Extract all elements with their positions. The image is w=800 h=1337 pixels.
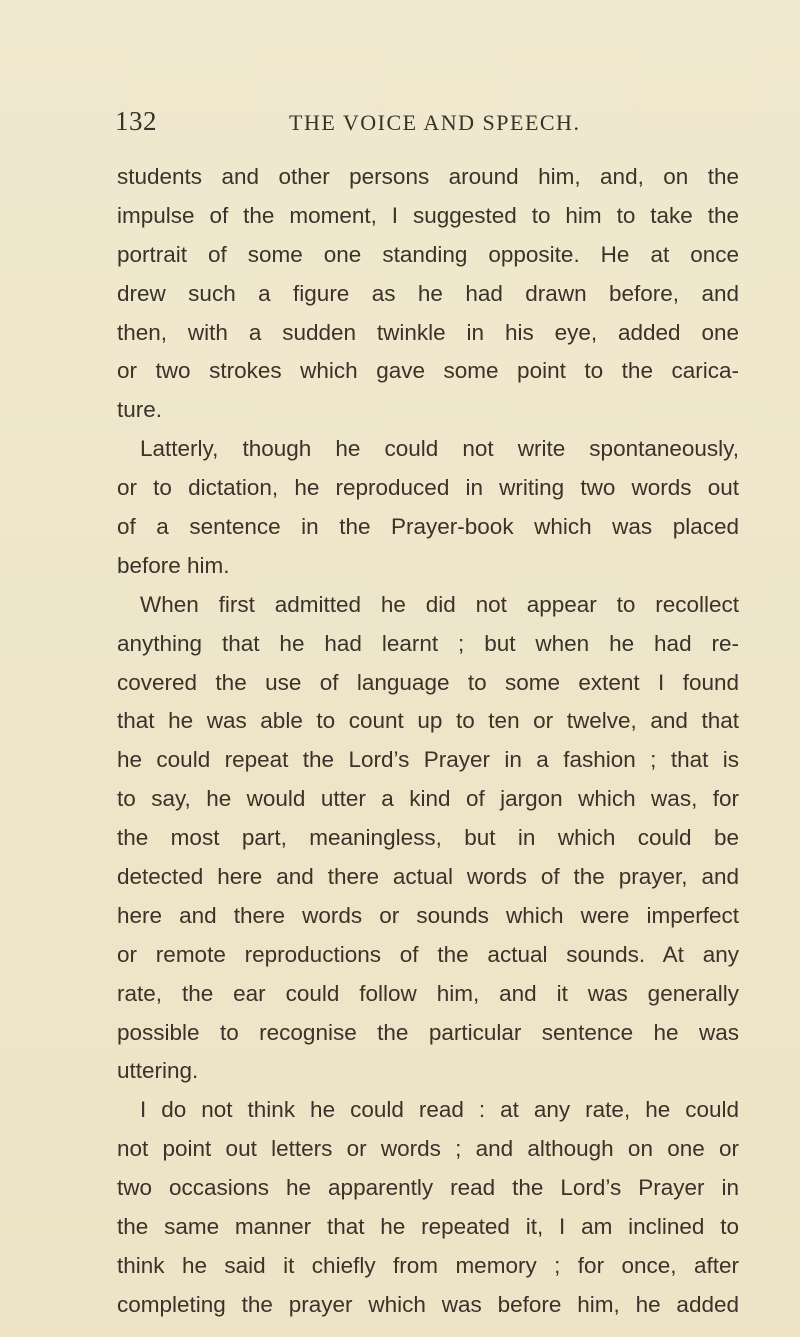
text-line: detected here and there actual words of the prayer, and — [117, 864, 739, 890]
text-line: rate, the ear could follow him, and it was generally — [117, 980, 739, 1006]
text-line: possible to recognise the particular sentence he was — [117, 1019, 739, 1045]
text-line: covered the use of language to some extent I found — [117, 669, 739, 695]
text-line: uttering. — [117, 1058, 199, 1084]
text-line: I do not think he could read : at any rate, he could — [140, 1097, 739, 1123]
text-line: students and other persons around him, and, on the — [117, 164, 739, 189]
text-line: completing the prayer which was before him, he added — [117, 1291, 739, 1317]
text-line: then, with a sudden twinkle in his eye, added one — [117, 319, 739, 345]
text-line: he could repeat the Lord’s Prayer in a fashion ; that is — [117, 747, 739, 773]
text-line: impulse of the moment, I suggested to him to take the — [117, 202, 739, 228]
text-line: not point out letters or words ; and although on one or — [117, 1136, 739, 1162]
text-line: think he said it chiefly from memory ; for once, after — [117, 1252, 739, 1278]
text-line: ture. — [117, 397, 163, 423]
text-line: to say, he would utter a kind of jargon which was, for — [117, 786, 739, 812]
text-line: portrait of some one standing opposite. He at once — [117, 241, 739, 267]
text-line: the most part, meaningless, but in which could be — [117, 825, 739, 851]
text-line: anything that he had learnt ; but when he had re- — [117, 630, 739, 656]
running-title: THE VOICE AND SPEECH. — [289, 110, 581, 135]
text-line: When first admitted he did not appear to recollect — [140, 591, 739, 617]
text-line: or remote reproductions of the actual sounds. At any — [117, 941, 739, 967]
text-line: Latterly, though he could not write spontaneously, — [140, 436, 739, 462]
text-line: of a sentence in the Prayer-book which was placed — [117, 514, 739, 540]
text-line: drew such a figure as he had drawn before, and — [117, 280, 739, 306]
text-line: here and there words or sounds which were imperfect — [117, 902, 739, 928]
body-text — [117, 158, 739, 1325]
text-line: the same manner that he repeated it, I am inclined to — [117, 1214, 739, 1240]
text-line: before him. — [117, 552, 230, 578]
running-head — [115, 106, 745, 142]
text-line: or to dictation, he reproduced in writing two words out — [117, 475, 739, 501]
page-number: 132 — [115, 106, 157, 136]
text-line: two occasions he apparently read the Lord’s Prayer in — [117, 1175, 739, 1201]
text-line: or two strokes which gave some point to the carica- — [117, 358, 739, 384]
text-line: that he was able to count up to ten or twelve, and that — [117, 708, 739, 734]
